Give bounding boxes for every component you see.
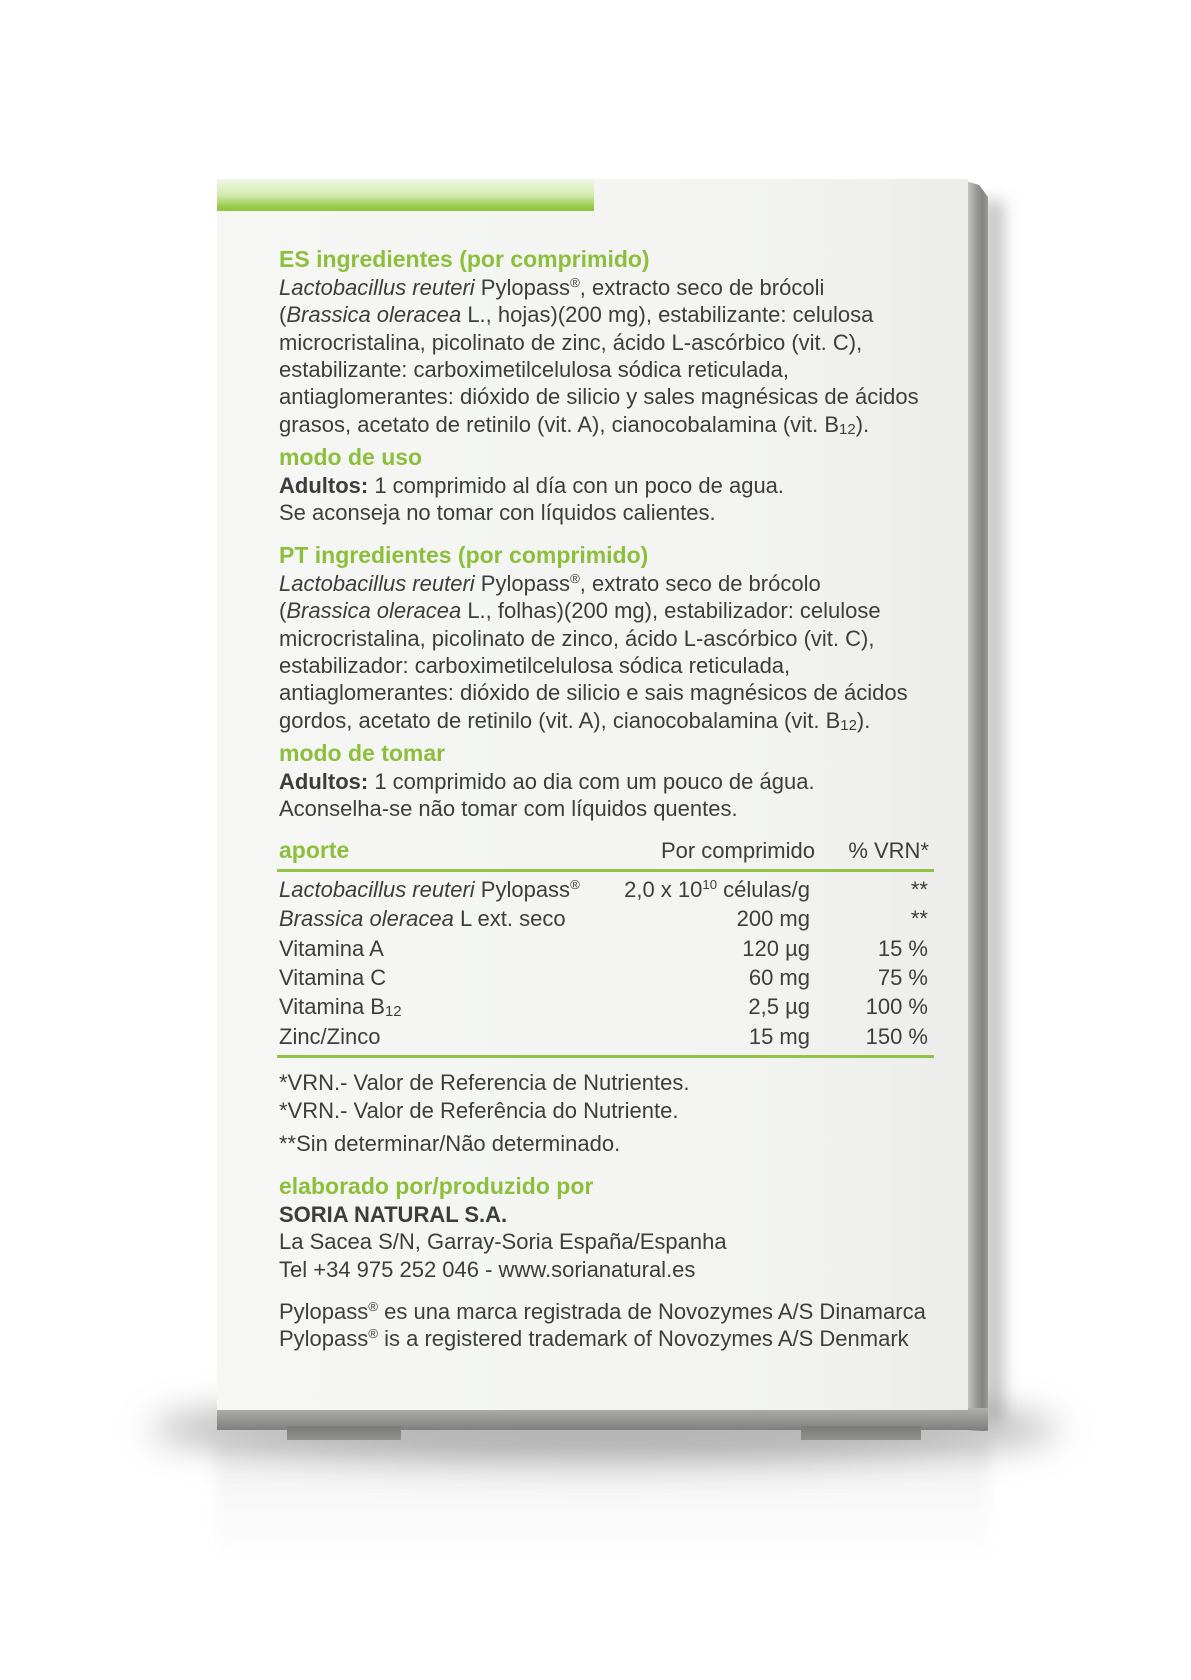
amount-per-tablet [587,934,815,963]
text-run: gordos, acetato de retinilo (vit. A), cianocobalamina (vit. B [279,707,841,733]
text-run: 75 % [877,964,928,990]
nutrient-row [277,934,934,963]
text-run: 15 % [877,935,928,961]
text-run: Aconselha-se não tomar com líquidos quentes. [279,796,738,822]
text-line [279,625,969,652]
pt-usage-heading: modo de tomar [279,740,446,767]
text-line [279,1298,969,1325]
text-run: 200 mg [736,906,810,932]
amount-per-tablet [587,963,815,992]
text-run: La Sacea S/N, Garray-Soria España/Espanha [279,1229,727,1255]
text-line [279,499,969,526]
nutrition-table [277,837,934,1058]
text-run: estabilizador: carboximetilcelulosa sódica reticulada, [279,652,791,678]
text-run: antiaglomerantes: dióxido de silicio e sais magnésicos de ácidos [279,680,908,706]
text-run: L., folhas)(200 mg), estabilizador: celulose [461,598,881,624]
trademark-notice [279,1298,969,1353]
text-line [279,1097,969,1124]
text-line [279,652,969,679]
superscript: ® [570,570,580,586]
nutrient-name [277,904,587,933]
superscript: ® [570,876,580,892]
text-line [279,274,969,301]
superscript: ® [570,274,580,290]
scientific-name: Brassica oleracea [279,906,454,932]
text-run: , extracto seco de brócoli [579,274,825,300]
superscript: ® [368,1326,378,1342]
text-run: *VRN.- Valor de Referência do Nutriente. [279,1097,679,1123]
text-run: 1 comprimido al día con un poco de agua. [368,472,785,498]
text-run: 1 comprimido ao dia com um pouco de água. [368,768,815,794]
text-line [279,472,969,499]
text-run: Pylopass [279,1326,369,1352]
nutrient-row [277,963,934,992]
subscript: 12 [840,716,857,734]
text-run: Pylopass [474,570,571,596]
nutrient-row [277,904,934,933]
es-usage-heading: modo de uso [279,444,423,471]
accent-bar [217,179,594,211]
text-run: Zinc/Zinco [279,1023,381,1049]
nutrient-row [277,875,934,904]
nrv-footnotes [279,1069,969,1124]
text-run: grasos, acetato de retinilo (vit. A), cianocobalamina (vit. B [279,411,840,437]
text-line [279,1256,969,1283]
scientific-name: Lactobacillus reuteri [279,274,475,300]
text-run: células/g [717,876,810,902]
text-run: Vitamina A [279,935,384,961]
text-run: Pylopass [279,1299,369,1324]
text-line [279,1325,969,1352]
text-run: **Sin determinar/Não determinado. [279,1130,621,1156]
scientific-name: Brassica oleracea [286,302,462,328]
text-run: 60 mg [748,964,810,990]
text-run: estabilizante: carboximetilcelulosa sódica reticulada, [279,356,789,382]
text-line [279,1069,969,1096]
text-run: ** [910,876,928,902]
box-flap-right [801,1426,921,1440]
text-line [279,411,969,438]
text-run: , extrato seco de brócolo [579,570,821,596]
box-flap-left [287,1426,401,1440]
nrv-percent [815,992,934,1021]
nrv-percent [815,963,934,992]
text-line [279,707,969,734]
text-run: ). [855,411,870,437]
text-line [279,768,969,795]
text-line [279,329,969,356]
subscript: 12 [839,420,856,438]
text-run: 100 % [865,994,928,1020]
superscript: ® [368,1298,378,1314]
box-side-edge [966,181,988,1431]
text-run: is a registered trademark of Novozymes A/S Denmark [378,1326,909,1352]
text-run: antiaglomerantes: dióxido de silicio y sales magnésicas de ácidos [279,384,919,410]
text-run: Pylopass [474,274,571,300]
text-line [279,1201,969,1228]
nrv-percent [815,934,934,963]
undetermined-footnote [279,1130,969,1157]
text-line [279,1130,969,1157]
nrv-percent [815,875,934,904]
text-line [279,570,969,597]
amount-per-tablet [587,875,815,904]
scientific-name: Lactobacillus reuteri [279,876,475,902]
manufacturer-heading: elaborado por/produzido por [279,1173,594,1200]
nutrient-name [277,963,587,992]
scientific-name: Lactobacillus reuteri [279,570,475,596]
text-line [279,1228,969,1255]
nutrient-name [277,875,587,904]
text-run: Se aconseja no tomar con líquidos calientes. [279,499,716,525]
text-run: Vitamina B [279,994,385,1020]
text-line [279,383,969,410]
text-run: microcristalina, picolinato de zinco, ácido L-ascórbico (vit. C), [279,625,875,651]
es-ingredients-heading: ES ingredientes (por comprimido) [279,246,650,273]
bold-label: Adultos: [279,472,369,498]
text-run: ( [279,302,287,328]
text-line [279,356,969,383]
text-run: ( [279,598,287,624]
nrv-percent [815,904,934,933]
col-nrv-header: % VRN* [848,838,929,864]
text-run: 150 % [865,1023,928,1049]
text-line [279,301,969,328]
bold-label: Adultos: [279,768,369,794]
amount-per-tablet [587,1022,815,1051]
text-run: Vitamina C [279,964,387,990]
text-line [279,679,969,706]
bold-label: SORIA NATURAL S.A. [279,1201,508,1227]
superscript: 10 [702,876,718,892]
nutrient-name [277,992,587,1021]
text-line [279,597,969,624]
nutrition-heading: aporte [279,837,350,864]
scientific-name: Brassica oleracea [286,598,462,624]
subscript: 12 [384,1003,402,1021]
text-run: 2,0 x 10 [624,876,703,902]
pt-ingredients-text [279,570,969,734]
nutrient-name [277,1022,587,1051]
amount-per-tablet [587,904,815,933]
es-ingredients-text [279,274,969,438]
nutrient-row [277,1022,934,1051]
text-run: Tel +34 975 252 046 - www.sorianatural.es [279,1256,696,1282]
product-box-back [217,179,968,1410]
pt-ingredients-heading: PT ingredientes (por comprimido) [279,542,649,569]
text-run: Pylopass [474,876,571,902]
amount-per-tablet [587,992,815,1021]
text-line [279,795,969,822]
text-run: L ext. seco [453,906,566,932]
text-run: ). [856,707,871,733]
text-run: es una marca registrada de Novozymes A/S Dinamarca [378,1299,926,1324]
text-run: *VRN.- Valor de Referencia de Nutrientes. [279,1070,690,1096]
nutrient-name [277,934,587,963]
nrv-percent [815,1022,934,1051]
nutrition-table-header [277,837,934,871]
text-run: microcristalina, picolinato de zinc, ácido L-ascórbico (vit. C), [279,329,863,355]
text-run: 15 mg [748,1023,810,1049]
text-run: L., hojas)(200 mg), estabilizante: celulosa [461,302,874,328]
manufacturer-address [279,1201,969,1283]
text-run: ** [910,906,928,932]
nutrition-table-body [277,872,934,1058]
nutrient-row [277,992,934,1021]
text-run: 120 µg [742,935,810,961]
es-usage-text [279,472,969,527]
pt-usage-text [279,768,969,823]
text-run: 2,5 µg [748,994,810,1020]
label-content [279,246,969,1353]
col-per-tablet-header: Por comprimido [660,838,815,864]
